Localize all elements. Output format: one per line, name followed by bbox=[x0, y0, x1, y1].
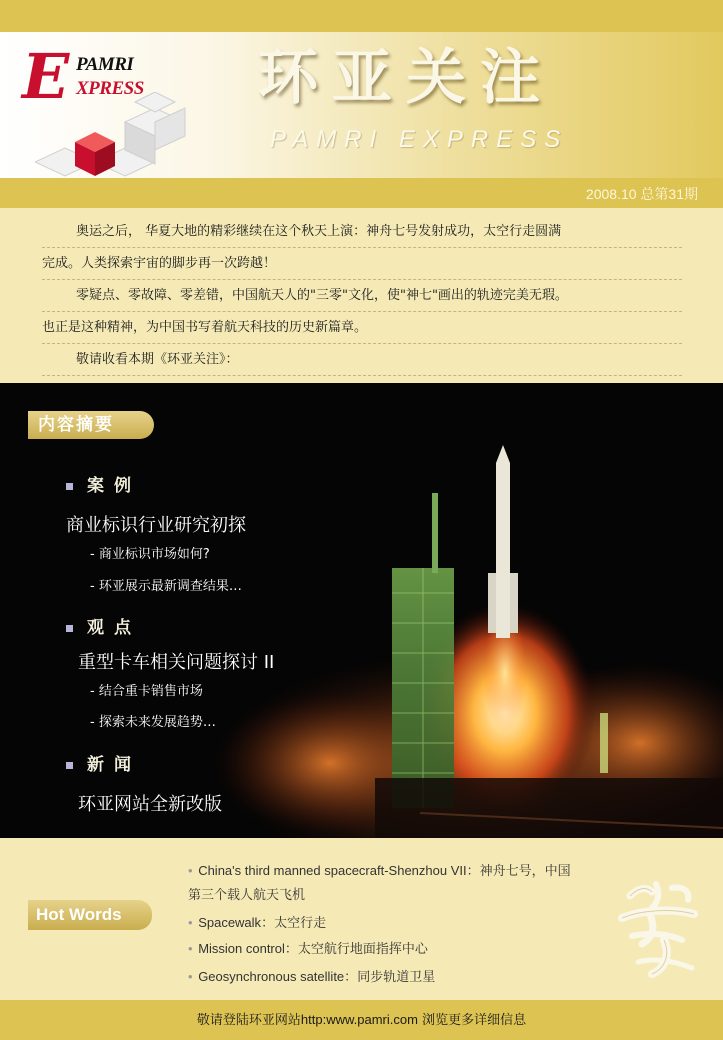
article-sub: - 结合重卡销售市场 bbox=[90, 684, 203, 699]
bullet-icon bbox=[66, 625, 73, 632]
bullet-icon bbox=[66, 762, 73, 769]
logo-text-line2: XPRESS bbox=[76, 78, 144, 99]
contents-feature bbox=[0, 383, 723, 838]
footer-suffix: 浏览更多详细信息 bbox=[417, 1013, 527, 1028]
issue-date: 2008.10 总第31期 bbox=[585, 186, 698, 202]
xue-calligraphy-icon bbox=[612, 874, 702, 984]
cubes-logo-icon bbox=[35, 92, 205, 178]
intro-line: 敬请收看本期《环亚关注》： bbox=[42, 344, 682, 376]
intro-line: 也正是这种精神，为中国书写着航天科技的历史新篇章。 bbox=[42, 312, 682, 344]
contents-tag: 内容摘要 bbox=[28, 411, 154, 439]
bullet-dot-icon: • bbox=[188, 969, 193, 984]
bullet-dot-icon: • bbox=[188, 863, 193, 878]
hot-words-tag: Hot Words bbox=[28, 900, 152, 930]
header-banner bbox=[0, 32, 723, 178]
hot-word-item: • Geosynchronous satellite：同步轨道卫星 bbox=[188, 969, 436, 985]
article-sub: - 环亚展示最新调查结果… bbox=[90, 579, 242, 594]
footer-url-link[interactable]: http:www.pamri.com bbox=[300, 1012, 418, 1027]
top-band bbox=[0, 0, 723, 32]
hot-words-section bbox=[0, 838, 723, 1000]
bullet-icon bbox=[66, 483, 73, 490]
article-link[interactable]: 重型卡车相关问题探讨 II bbox=[78, 652, 275, 673]
intro-section bbox=[0, 208, 723, 383]
issue-bar bbox=[0, 178, 723, 208]
intro-line: 奥运之后， 华夏大地的精彩继续在这个秋天上演：神舟七号发射成功，太空行走圆满 bbox=[42, 216, 682, 248]
article-link[interactable]: 环亚网站全新改版 bbox=[78, 794, 222, 815]
section-head-opinion: 观点 bbox=[66, 613, 141, 638]
page-subtitle: PAMRI EXPRESS bbox=[270, 126, 569, 153]
article-sub: - 商业标识市场如何? bbox=[90, 547, 210, 562]
footer-prefix: 敬请登陆环亚网站 bbox=[196, 1013, 301, 1028]
logo-text-line1: PAMRI bbox=[76, 54, 134, 75]
page-title: 环亚关注 bbox=[258, 43, 554, 113]
hot-word-item: • China's third manned spacecraft-Shenzhou VII：神舟七号，中国 bbox=[188, 863, 571, 879]
intro-line: 零疑点、零故障、零差错，中国航天人的"三零"文化，使"神七"画出的轨迹完美无瑕。 bbox=[42, 280, 682, 312]
section-head-news: 新闻 bbox=[66, 750, 141, 775]
hot-word-item: 第三个载人航天飞机 bbox=[188, 887, 306, 902]
bullet-dot-icon: • bbox=[188, 915, 193, 930]
hot-word-item: • Spacewalk：太空行走 bbox=[188, 915, 327, 931]
article-link[interactable]: 商业标识行业研究初探 bbox=[66, 515, 246, 536]
intro-line: 完成。人类探索宇宙的脚步再一次跨越！ bbox=[42, 248, 682, 280]
bullet-dot-icon: • bbox=[188, 941, 193, 956]
footer-bar bbox=[0, 1000, 723, 1040]
logo-letter: E bbox=[22, 40, 70, 113]
article-sub: - 探索未来发展趋势… bbox=[90, 715, 216, 730]
hot-word-item: • Mission control：太空航行地面指挥中心 bbox=[188, 941, 428, 957]
section-head-case: 案例 bbox=[66, 471, 141, 496]
